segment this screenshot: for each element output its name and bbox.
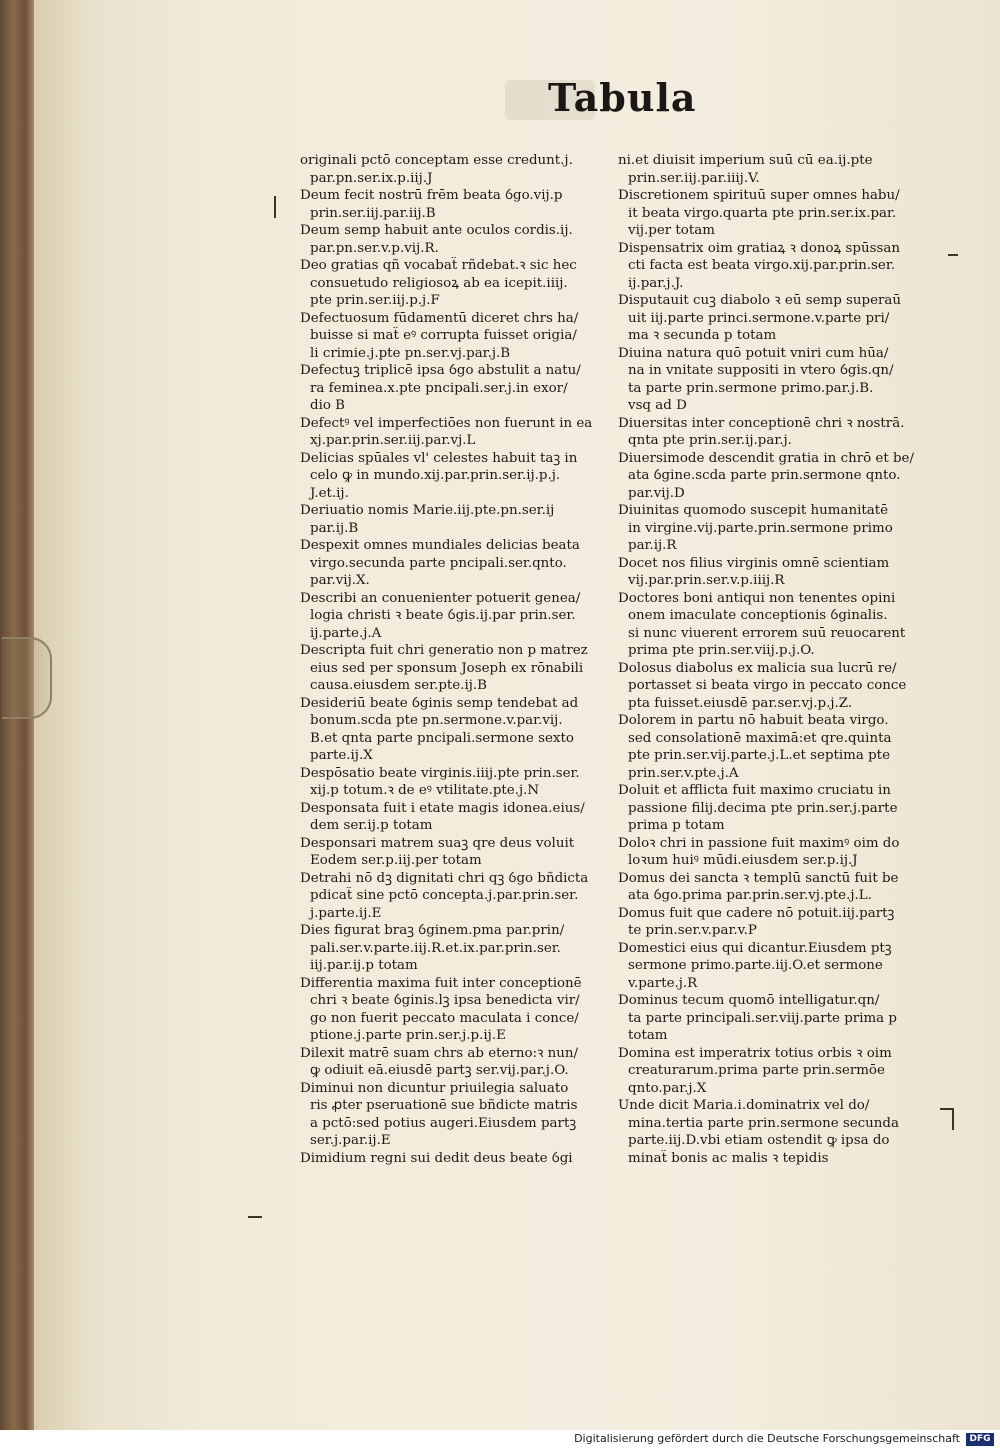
index-entry bbox=[300, 187, 610, 222]
index-entry-line: prin.ser.v.pte.j.A bbox=[628, 765, 739, 781]
dfg-logo: DFG bbox=[966, 1433, 994, 1446]
index-entry-line: Deo gratias qñ vocabaẗ rñdebat.ꝛ sic hec bbox=[300, 258, 577, 273]
index-entry-line: Dispensatrix oim gratiaꝝ ꝛ donoꝝ spūssan bbox=[618, 240, 900, 256]
index-entry-line: Discretionem spirituū super omnes habu/ bbox=[618, 188, 900, 203]
index-entry-line: pta fuisset.eiusdē par.ser.vj.p.j.Z. bbox=[628, 695, 853, 711]
index-entry-line: par.vij.X. bbox=[310, 573, 370, 588]
index-entry-line: Describi an conuenienter potuerit genea/ bbox=[300, 590, 581, 606]
index-entry-line: Defectꝰ vel imperfectiōes non fuerunt in ea bbox=[300, 415, 593, 431]
clasp-strap bbox=[2, 637, 52, 719]
index-entry-line: Despōsatio beate virginis.iiij.pte prin.ser. bbox=[300, 765, 580, 781]
index-entry-line: B.et qnta parte pncipali.sermone sexto bbox=[310, 730, 574, 746]
index-entry-line: onem imaculate conceptionis ỽginalis. bbox=[628, 608, 888, 623]
index-entry bbox=[618, 905, 936, 940]
index-entry-line: Desponsari matrem suaꝫ qre deus voluit bbox=[300, 835, 575, 851]
index-entry bbox=[300, 502, 610, 537]
index-entry-line: ta parte principali.ser.viij.parte prima p bbox=[628, 1010, 897, 1026]
index-entry bbox=[618, 415, 936, 450]
index-entry-line: logia christi ꝛ beate ỽgis.ij.par prin.ser. bbox=[310, 608, 576, 623]
index-entry-line: j.parte.ij.E bbox=[310, 905, 382, 921]
index-entry-line: Disputauit cuꝫ diabolo ꝛ eū semp superaū bbox=[618, 293, 902, 308]
index-entry-line: Deum semp habuit ante oculos cordis.ij. bbox=[300, 223, 573, 238]
index-entry-line: Domestici eius qui dicantur.Eiusdem ptꝫ bbox=[618, 940, 892, 956]
index-entry bbox=[618, 940, 936, 993]
index-entry-line: si nunc viuerent errorem suū reuocarent bbox=[628, 625, 906, 641]
margin-mark bbox=[274, 196, 276, 218]
index-entry-line: portasset si beata virgo in peccato conce bbox=[628, 678, 907, 693]
index-entry bbox=[300, 222, 610, 257]
index-entry bbox=[618, 450, 936, 503]
index-entry-line: Descripta fuit chri generatio non p matrez bbox=[300, 643, 588, 658]
index-entry-line: sed consolationē maximā:et qre.quinta bbox=[628, 730, 892, 746]
index-entry-line: ser.j.par.ij.E bbox=[310, 1133, 391, 1148]
index-entry-line: par.ij.B bbox=[310, 520, 359, 536]
index-entry-line: parte.iij.D.vbi etiam ostendit ꝙ ipsa do bbox=[628, 1133, 890, 1148]
index-column-right bbox=[618, 152, 936, 1167]
index-entry-line: ij.parte.j.A bbox=[310, 625, 382, 641]
index-entry bbox=[618, 590, 936, 660]
index-entry bbox=[300, 922, 610, 975]
margin-mark bbox=[940, 1108, 954, 1110]
index-entry-line: Defectuꝫ triplicē ipsa ỽgo abstulit a natu/ bbox=[300, 363, 581, 378]
index-entry-line: Doctores boni antiqui non tenentes opini bbox=[618, 590, 896, 606]
index-entry bbox=[300, 835, 610, 870]
index-entry-line: ta parte prin.sermone primo.par.j.B. bbox=[628, 380, 874, 396]
index-entry-line: Doluit et afflicta fuit maximo cruciatu in bbox=[618, 783, 891, 798]
index-entry-line: parte.ij.X bbox=[310, 748, 373, 763]
index-entry bbox=[618, 187, 936, 240]
index-entry-line: vsq ad D bbox=[628, 398, 687, 413]
margin-mark bbox=[948, 254, 958, 256]
index-entry-line: ma ꝛ secunda p totam bbox=[628, 328, 777, 343]
index-entry-line: Delicias spūales vl' celestes habuit taꝫ in bbox=[300, 450, 578, 466]
index-entry-line: J.et.ij. bbox=[310, 485, 349, 501]
index-entry-line: Doloꝛ chri in passione fuit maximꝰ oim do bbox=[618, 835, 900, 851]
index-entry-line: prima pte prin.ser.viij.p.j.O. bbox=[628, 643, 815, 658]
index-entry-line: Docet nos filius virginis omnē scientiam bbox=[618, 555, 890, 571]
index-entry-line: dio B bbox=[310, 398, 346, 413]
index-entry-line: vij.per totam bbox=[628, 223, 715, 238]
index-entry bbox=[300, 870, 610, 923]
index-entry-line: Unde dicit Maria.i.dominatrix vel do/ bbox=[618, 1098, 870, 1113]
index-entry bbox=[618, 1045, 936, 1098]
index-entry-line: Dies figurat braꝫ ỽginem.pma par.prin/ bbox=[300, 923, 565, 938]
page-title: Tabula bbox=[548, 75, 697, 120]
index-entry-line: xj.par.prin.ser.iij.par.vj.L bbox=[310, 433, 476, 448]
index-entry-line: te prin.ser.v.par.v.P bbox=[628, 923, 757, 938]
index-entry-line: par.ij.R bbox=[628, 538, 677, 553]
index-entry bbox=[618, 712, 936, 782]
index-entry-line: creaturarum.prima parte prin.sermōe bbox=[628, 1063, 885, 1078]
index-entry bbox=[300, 1150, 610, 1168]
index-entry-line: Detrahi nō dꝫ dignitati chri qꝫ ỽgo bñdicta bbox=[300, 870, 589, 886]
index-entry-line: ptione.j.parte prin.ser.j.p.ij.E bbox=[310, 1028, 506, 1043]
index-entry bbox=[618, 992, 936, 1045]
index-entry-line: Diuersimode descendit gratia in chrō et be/ bbox=[618, 450, 914, 466]
index-entry bbox=[618, 835, 936, 870]
margin-mark bbox=[248, 1216, 262, 1218]
index-entry-line: par.vij.D bbox=[628, 485, 685, 501]
index-entry-line: par.pn.ser.v.p.vij.R. bbox=[310, 240, 439, 256]
index-entry-line: Domina est imperatrix totius orbis ꝛ oim bbox=[618, 1045, 892, 1061]
index-entry-line: Eodem ser.p.iij.per totam bbox=[310, 853, 482, 868]
index-entry-line: qnta pte prin.ser.ij.par.j. bbox=[628, 433, 792, 448]
index-entry-line: virgo.secunda parte pncipali.ser.qnto. bbox=[310, 555, 567, 571]
index-entry-line: minaẗ bonis ac malis ꝛ tepidis bbox=[628, 1150, 829, 1166]
index-entry-line: dem ser.ij.p totam bbox=[310, 818, 433, 833]
index-entry-line: Domus fuit que cadere nō potuit.iij.partꝫ bbox=[618, 905, 895, 921]
index-entry-line: prin.ser.iij.par.iij.B bbox=[310, 205, 436, 221]
index-entry bbox=[618, 292, 936, 345]
index-entry bbox=[618, 660, 936, 713]
index-entry-line: pali.ser.v.parte.iij.R.et.ix.par.prin.ser. bbox=[310, 940, 561, 956]
index-entry-line: pdicaẗ sine pctō concepta.j.par.prin.ser. bbox=[310, 888, 579, 903]
index-entry-line: consuetudo religiosoꝝ ab ea icepit.iiij. bbox=[310, 275, 568, 291]
index-entry-line: go non fuerit peccato maculata i conce/ bbox=[310, 1010, 579, 1026]
index-entry-line: cti facta est beata virgo.xij.par.prin.ser. bbox=[628, 258, 896, 273]
index-entry-line: Dilexit matrē suam chrs ab eterno:ꝛ nun/ bbox=[300, 1045, 579, 1061]
index-entry-line: Deriuatio nomis Marie.iij.pte.pn.ser.ij bbox=[300, 503, 555, 518]
index-entry bbox=[618, 1097, 936, 1167]
index-entry-line: Desponsata fuit i etate magis idonea.eius/ bbox=[300, 800, 585, 816]
index-entry bbox=[300, 362, 610, 415]
index-entry-line: ris ꝓter pseruationē sue bñdicte matris bbox=[310, 1098, 578, 1113]
index-column-left bbox=[300, 152, 610, 1167]
index-entry-line: totam bbox=[628, 1028, 668, 1043]
index-entry-line: na in vnitate suppositi in vtero ỽgis.qn/ bbox=[628, 363, 894, 378]
index-entry-line: passione filij.decima pte prin.ser.j.parte bbox=[628, 800, 898, 816]
index-entry bbox=[618, 555, 936, 590]
index-entry-line: celo ꝙ in mundo.xij.par.prin.ser.ij.p.j. bbox=[310, 468, 561, 483]
index-entry-line: ata ỽgo.prima par.prin.ser.vj.pte.j.L. bbox=[628, 888, 872, 903]
index-entry bbox=[300, 152, 610, 187]
index-entry-line: prima p totam bbox=[628, 818, 725, 833]
index-entry-line: Despexit omnes mundiales delicias beata bbox=[300, 538, 580, 553]
index-entry-line: iij.par.ij.p totam bbox=[310, 958, 418, 973]
index-entry-line: eius sed per sponsum Joseph ex rōnabili bbox=[310, 660, 584, 676]
index-entry-line: Deum fecit nostrū frēm beata ỽgo.vij.p bbox=[300, 188, 563, 203]
index-entry-line: buisse si maẗ eꝰ corrupta fuisset origia/ bbox=[310, 328, 577, 343]
index-entry-line: originali pctō conceptam esse credunt.j. bbox=[300, 153, 573, 168]
index-entry-line: ra feminea.x.pte pncipali.ser.j.in exor/ bbox=[310, 380, 568, 396]
index-entry bbox=[300, 450, 610, 503]
index-entry-line: v.parte.j.R bbox=[628, 975, 698, 991]
index-entry-line: sermone primo.parte.iij.O.et sermone bbox=[628, 958, 883, 973]
index-entry bbox=[618, 240, 936, 293]
index-entry bbox=[300, 765, 610, 800]
index-entry-line: in virgine.vij.parte.prin.sermone primo bbox=[628, 520, 893, 536]
index-entry bbox=[618, 782, 936, 835]
index-entry bbox=[300, 590, 610, 643]
index-entry bbox=[300, 257, 610, 310]
index-entry bbox=[618, 502, 936, 555]
index-entry bbox=[300, 800, 610, 835]
index-entry-line: loꝛum huiꝰ mūdi.eiusdem ser.p.ij.J bbox=[628, 853, 858, 868]
margin-mark bbox=[952, 1108, 954, 1130]
index-entry bbox=[300, 1080, 610, 1150]
index-entry-line: Diminui non dicuntur priuilegia saluato bbox=[300, 1080, 569, 1096]
index-entry-line: ata ỽgine.scda parte prin.sermone qnto. bbox=[628, 468, 901, 483]
index-entry-line: li crimie.j.pte pn.ser.vj.par.j.B bbox=[310, 345, 511, 361]
index-entry bbox=[300, 1045, 610, 1080]
index-entry-line: Diuersitas inter conceptionē chri ꝛ nostrā. bbox=[618, 415, 905, 431]
index-entry bbox=[300, 695, 610, 765]
index-entry-line: par.pn.ser.ix.p.iij.J bbox=[310, 170, 433, 186]
index-entry-line: vij.par.prin.ser.v.p.iiij.R bbox=[628, 573, 785, 588]
digitization-credit: Digitalisierung gefördert durch die Deutsche Forschungsgemeinschaft bbox=[574, 1432, 960, 1445]
index-entry-line: prin.ser.iij.par.iiij.V. bbox=[628, 170, 760, 186]
index-entry-line: causa.eiusdem ser.pte.ij.B bbox=[310, 678, 488, 693]
index-entry-line: ni.et diuisit imperium suū cū ea.ij.pte bbox=[618, 153, 873, 168]
index-entry-line: mina.tertia parte prin.sermone secunda bbox=[628, 1115, 899, 1131]
index-entry bbox=[618, 152, 936, 187]
index-entry-line: Desideriū beate ỽginis semp tendebat ad bbox=[300, 695, 579, 711]
index-entry-line: pte prin.ser.vij.parte.j.L.et septima pte bbox=[628, 748, 890, 763]
index-entry-line: Dominus tecum quomō intelligatur.qn/ bbox=[618, 993, 880, 1008]
index-entry-line: Dolosus diabolus ex malicia sua lucrū re/ bbox=[618, 660, 897, 676]
index-entry-line: it beata virgo.quarta pte prin.ser.ix.par. bbox=[628, 205, 897, 221]
index-entry-line: Domus dei sancta ꝛ templū sanctū fuit be bbox=[618, 870, 899, 886]
index-entry-line: ꝙ odiuit eā.eiusdē partꝫ ser.vij.par.j.O. bbox=[310, 1063, 569, 1078]
index-entry-line: Dimidium regni sui dedit deus beate ỽgi bbox=[300, 1150, 573, 1166]
index-entry-line: uit iij.parte princi.sermone.v.parte pri/ bbox=[628, 310, 890, 326]
index-entry-line: pte prin.ser.iij.p.j.F bbox=[310, 293, 440, 308]
index-entry bbox=[618, 345, 936, 415]
index-entry-line: qnto.par.j.X bbox=[628, 1080, 707, 1096]
index-entry bbox=[300, 975, 610, 1045]
index-entry-line: Diuinitas quomodo suscepit humanitatē bbox=[618, 503, 889, 518]
index-entry-line: chri ꝛ beate ỽginis.lꝫ ipsa benedicta vir/ bbox=[310, 993, 580, 1008]
index-entry-line: Differentia maxima fuit inter conceptionē bbox=[300, 975, 582, 991]
index-entry-line: Diuina natura quō potuit vniri cum hūa/ bbox=[618, 345, 889, 361]
index-entry-line: xij.p totum.ꝛ de eꝰ vtilitate.pte.j.N bbox=[310, 783, 540, 798]
index-entry-line: a pctō:sed potius augeri.Eiusdem partꝫ bbox=[310, 1115, 577, 1131]
index-entry bbox=[300, 642, 610, 695]
index-entry bbox=[618, 870, 936, 905]
index-entry bbox=[300, 415, 610, 450]
footer-bar bbox=[0, 1430, 1000, 1450]
index-entry-line: Defectuosum fūdamentū diceret chrs ha/ bbox=[300, 310, 579, 326]
index-entry-line: bonum.scda pte pn.sermone.v.par.vij. bbox=[310, 713, 563, 728]
index-entry-line: Dolorem in partu nō habuit beata virgo. bbox=[618, 713, 889, 728]
index-entry bbox=[300, 310, 610, 363]
index-entry-line: ij.par.j.J. bbox=[628, 275, 684, 291]
index-entry bbox=[300, 537, 610, 590]
